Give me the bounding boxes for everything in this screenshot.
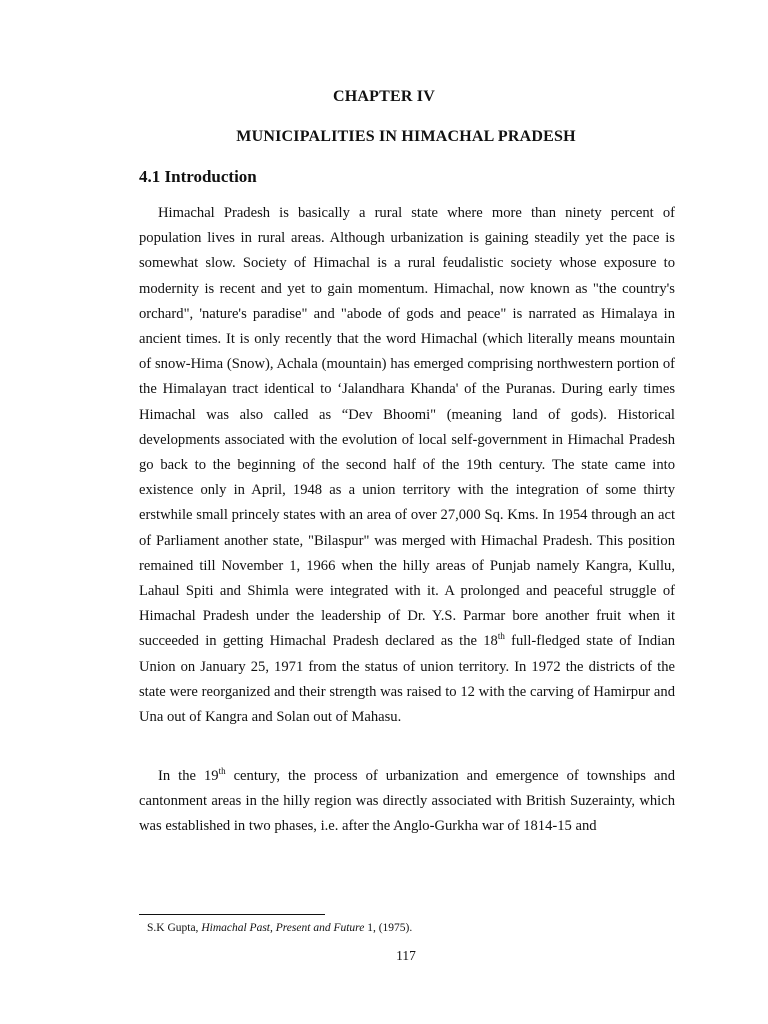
footnote-author: S.K Gupta, [147,922,202,934]
chapter-number: CHAPTER IV [332,88,435,105]
superscript: th [218,766,226,777]
paragraph-text: century, the process of urbanization and emergence of townships and cantonment areas in the hilly region was directly associated with British Suzerainty, which was established in two phases, i.e. after the Anglo-Gurkha war of 1814-15 and [139,768,675,835]
chapter-title: MUNICIPALITIES IN HIMACHAL PRADESH [236,128,576,145]
footnote-details: 1, (1975). [364,922,413,934]
paragraph-introduction [139,201,675,730]
paragraph-text: full-fledged state of Indian Union on January 25, 1971 from the status of union territory. In 1972 the districts of the state were reorganized and their strength was raised to 12 with the carving of Hamirpur and Una out of Kangra and Solan out of Mahasu. [139,633,675,726]
footnote-divider [139,914,325,915]
footnote [147,922,412,934]
paragraph-urbanization [139,764,675,840]
page-number: 117 [396,948,416,963]
superscript: th [497,631,505,642]
footnote-title: Himachal Past, Present and Future [201,922,365,934]
paragraph-text: In the 19 [158,768,219,784]
paragraph-text: Himachal Pradesh is basically a rural state where more than ninety percent of population lives in rural areas. Although urbanization is gaining steadily yet the pace is somewhat slow. Society of Himachal is a rural feudalistic society whose exposure to modernity is recent and yet to gain momentum. Himachal, now known as "the country's orchard", 'nature's paradise" and "abode of gods and peace" is narrated as Himalaya in ancient times. It is only recently that the word Himachal (which literally means mountain of snow-Hima (Snow), Achala (mountain) has emerged comprising northwestern portion of the Himalayan tract identical to ‘Jalandhara Khanda' of the Puranas. During early times Himachal was also called as “Dev Bhoomi" (meaning land of gods). Historical developments associated with the evolution of local self-government in Himachal Pradesh go back to the beginning of the second half of the 19th century. The state came into existence only in April, 1948 as a union territory with the integration of some thirty erstwhile small princely states with an area of over 27,000 Sq. Kms. In 1954 through an act of Parliament another state, "Bilaspur" was merged with Himachal Pradesh. This position remained till November 1, 1966 when the hilly areas of Punjab namely Kangra, Kullu, Lahaul Spiti and Shimla were integrated with it. A prolonged and peaceful struggle of Himachal Pradesh under the leadership of Dr. Y.S. Parmar bore another fruit when it succeeded in getting Himachal Pradesh declared as the 18 [139,205,675,650]
section-heading: 4.1 Introduction [139,167,257,186]
